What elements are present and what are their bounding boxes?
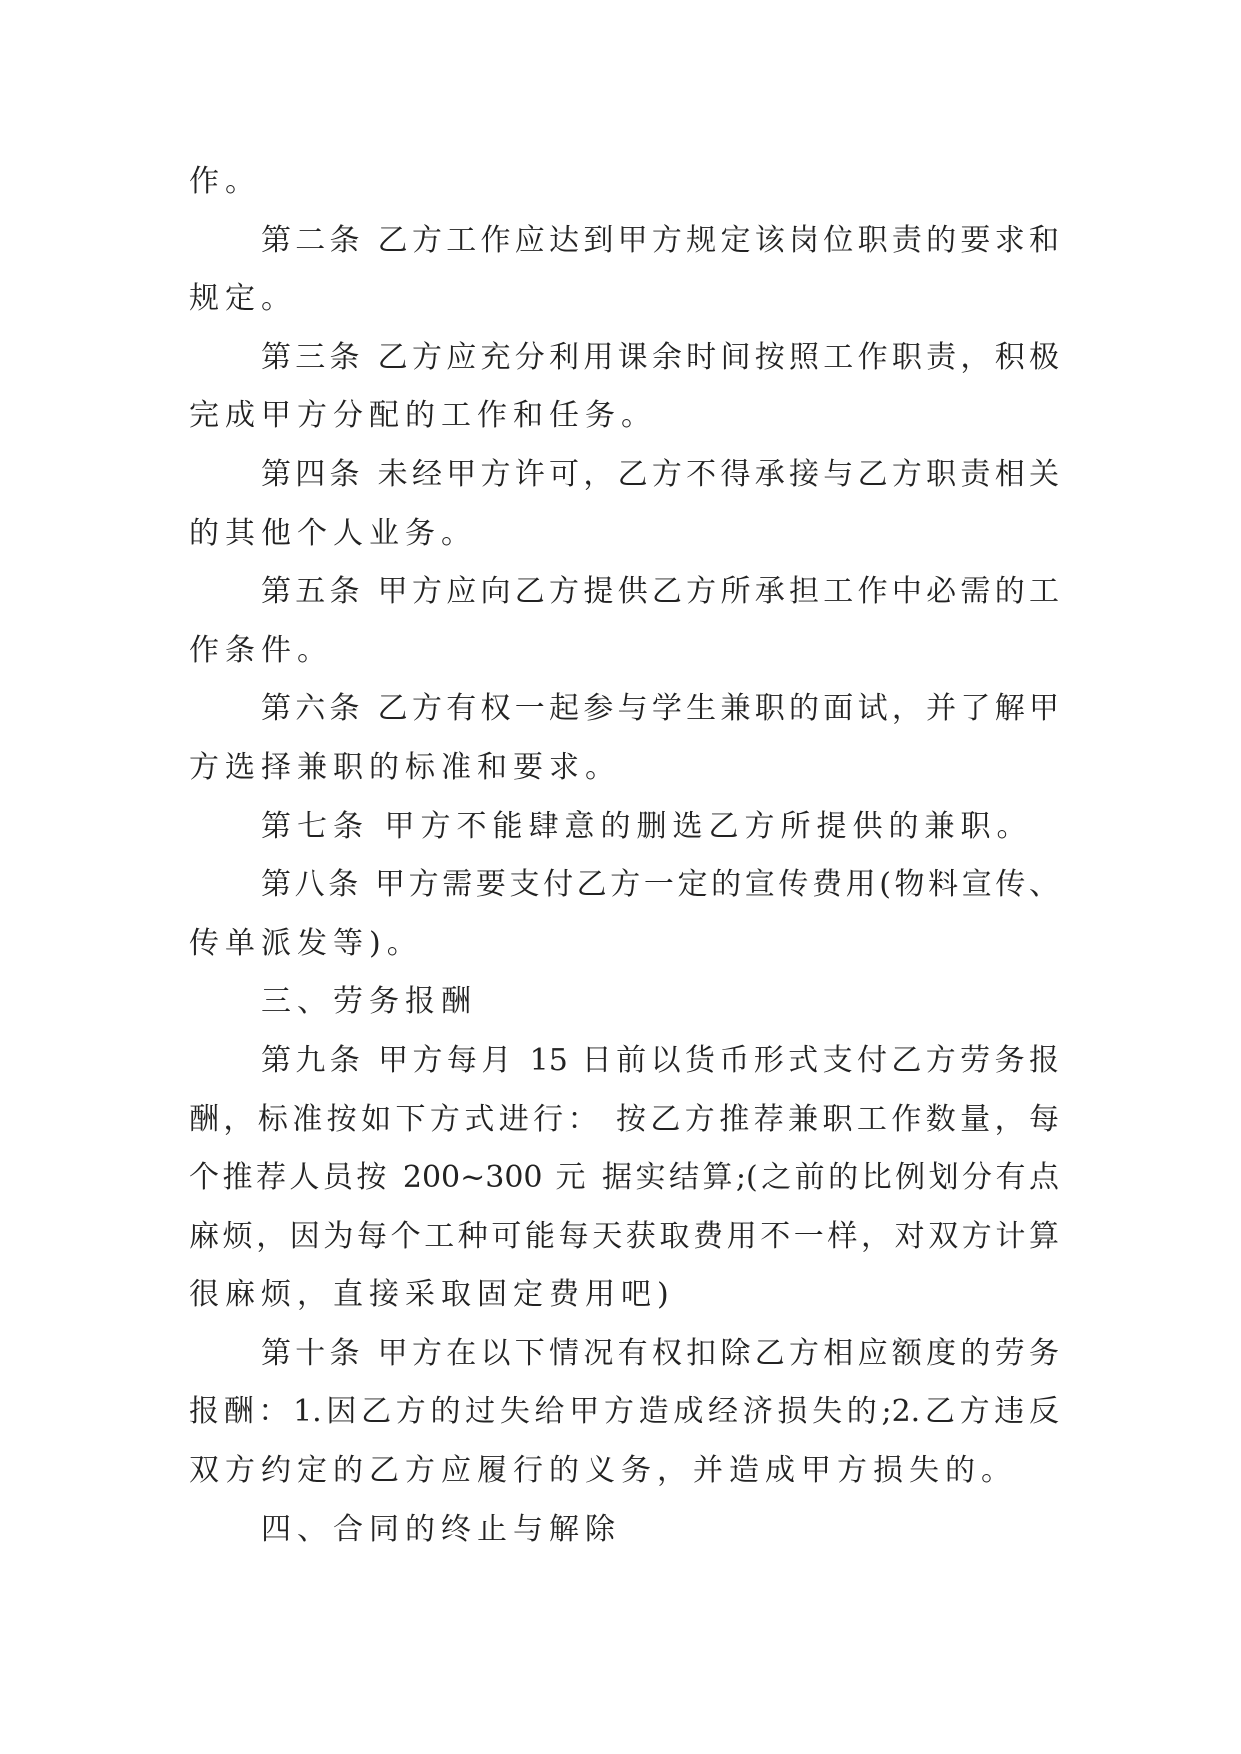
clause-6-line: 方选择兼职的标准和要求。 <box>189 749 621 785</box>
clause-10-line: 第十条 甲方在以下情况有权扣除乙方相应额度的劳务 <box>261 1335 1059 1371</box>
clause-2-line: 规定。 <box>189 281 297 317</box>
clause-10-line: 报酬：1.因乙方的过失给甲方造成经济损失的;2.乙方违反 <box>189 1394 1059 1430</box>
clause-10-line: 双方约定的乙方应履行的义务，并造成甲方损失的。 <box>189 1453 1017 1489</box>
clause-9-line: 麻烦，因为每个工种可能每天获取费用不一样，对双方计算 <box>189 1218 1059 1254</box>
section-heading: 四、合同的终止与解除 <box>261 1511 621 1547</box>
clause-9-line: 第九条 甲方每月 15 日前以货币形式支付乙方劳务报 <box>261 1042 1059 1078</box>
clause-3-line: 第三条 乙方应充分利用课余时间按照工作职责，积极 <box>261 339 1059 375</box>
clause-7-line: 第七条 甲方不能肆意的删选乙方所提供的兼职。 <box>261 808 1033 844</box>
clause-9-line: 很麻烦，直接采取固定费用吧) <box>189 1277 675 1313</box>
paragraph-line: 作。 <box>189 164 261 199</box>
document-body <box>189 153 1059 1559</box>
clause-8-line: 第八条 甲方需要支付乙方一定的宣传费用(物料宣传、 <box>261 867 1059 903</box>
clause-9-line: 酬，标准按如下方式进行： 按乙方推荐兼职工作数量，每 <box>189 1101 1059 1137</box>
section-heading: 三、劳务报酬 <box>261 984 477 1020</box>
clause-3-line: 完成甲方分配的工作和任务。 <box>189 398 657 434</box>
clause-6-line: 第六条 乙方有权一起参与学生兼职的面试，并了解甲 <box>261 691 1059 727</box>
clause-8-line: 传单派发等)。 <box>189 925 423 961</box>
clause-5-line: 第五条 甲方应向乙方提供乙方所承担工作中必需的工 <box>261 574 1059 610</box>
clause-9-line: 个推荐人员按 200~300 元 据实结算;(之前的比例划分有点 <box>189 1160 1059 1196</box>
clause-4-line: 第四条 未经甲方许可，乙方不得承接与乙方职责相关 <box>261 456 1059 492</box>
clause-4-line: 的其他个人业务。 <box>189 515 477 551</box>
clause-5-line: 作条件。 <box>189 632 333 668</box>
clause-2-line: 第二条 乙方工作应达到甲方规定该岗位职责的要求和 <box>261 222 1059 258</box>
